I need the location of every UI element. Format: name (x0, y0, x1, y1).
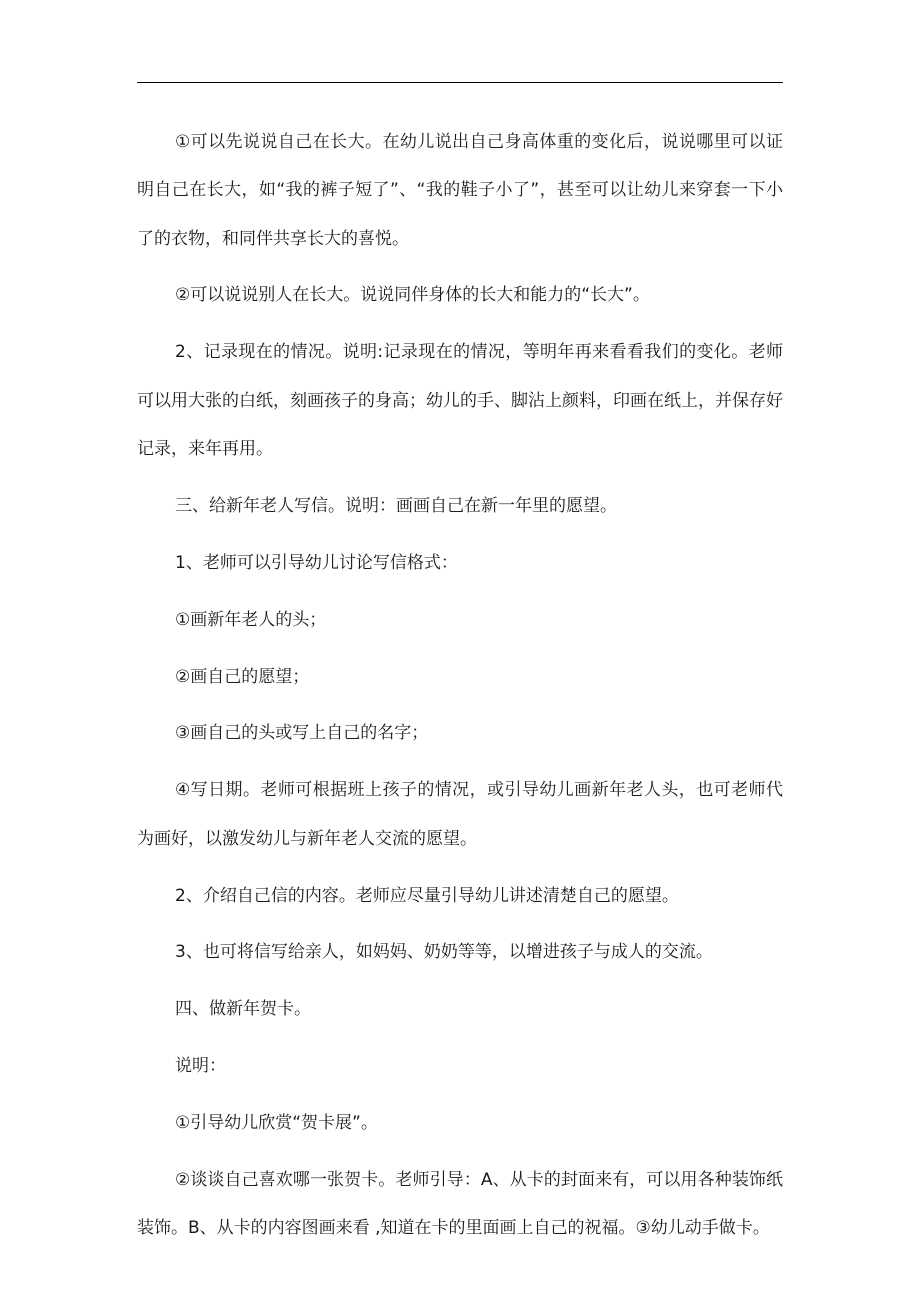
paragraph: 1、老师可以引导幼儿讨论写信格式： (175, 552, 458, 573)
paragraph: 2、介绍自己信的内容。老师应尽量引导幼儿讲述清楚自己的愿望。 (175, 885, 679, 906)
section-heading: 三、给新年老人写信。说明：画画自己在新一年里的愿望。 (175, 495, 617, 516)
paragraph: ②可以说说别人在长大。说说同伴身体的长大和能力的“长大”。 (175, 285, 650, 306)
list-item: ②画自己的愿望； (175, 666, 310, 687)
list-item: ④写日期。老师可根据班上孩子的情况，或引导幼儿画新年老人头，也可老师代为画好，以激发幼儿与新年老人交流的愿望。 (137, 780, 783, 849)
list-item: ①引导幼儿欣赏“贺卡展”。 (175, 1113, 378, 1134)
list-item: ②谈谈自己喜欢哪一张贺卡。老师引导：A、从卡的封面来有，可以用各种装饰纸装饰。B、从卡的内容图画来看 ,知道在卡的里面画上自己的祝福。③幼儿动手做卡。 (137, 1169, 783, 1239)
paragraph: ①可以先说说自己在长大。在幼儿说出自己身高体重的变化后，说说哪里可以证明自己在长大，如“我的裤子短了”、“我的鞋子小了”，甚至可以让幼儿来穿套一下小了的衣物，和同伴共享长大的喜悦。 (137, 132, 783, 249)
document-body (137, 118, 783, 1261)
section-heading: 四、做新年贺卡。 (175, 999, 311, 1020)
paragraph: 3、也可将信写给亲人，如妈妈、奶奶等等，以增进孩子与成人的交流。 (175, 942, 713, 963)
paragraph: 2、记录现在的情况。说明:记录现在的情况，等明年再来看看我们的变化。老师可以用大张的白纸，刻画孩子的身高；幼儿的手、脚沾上颜料，印画在纸上，并保存好记录，来年再用。 (137, 342, 783, 459)
header-rule (137, 82, 783, 83)
list-item: ①画新年老人的头； (175, 609, 327, 630)
list-item: ③画自己的头或写上自己的名字； (175, 723, 429, 744)
paragraph: 说明： (175, 1056, 226, 1077)
